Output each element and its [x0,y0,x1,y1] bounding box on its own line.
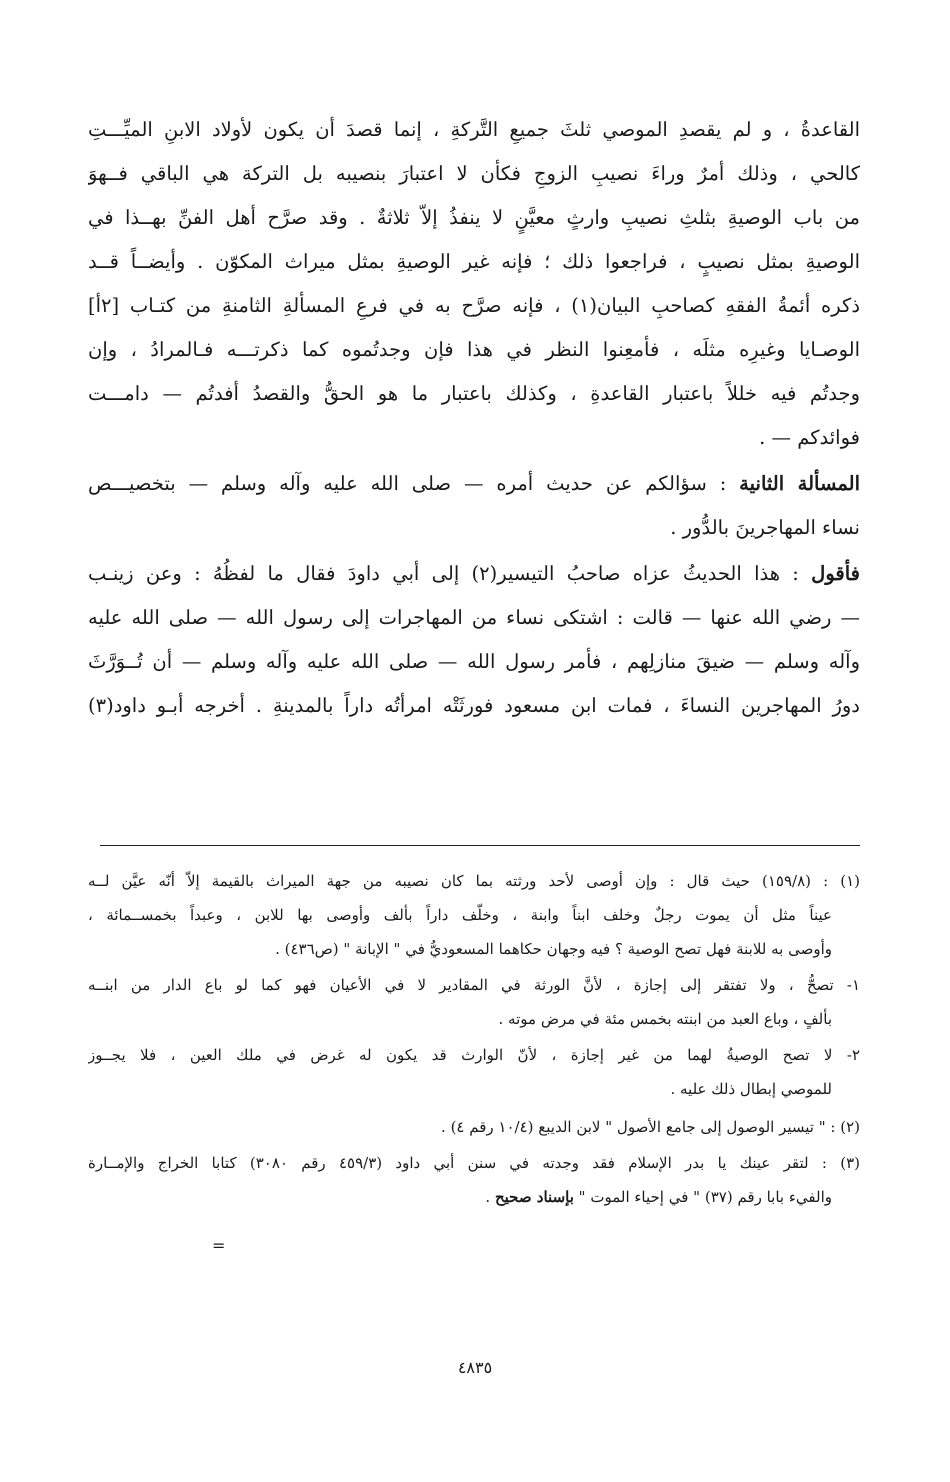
footnote-line: (١) : (١٥٩/٨) حيث قال : وإن أوصى لأحد ورثته بما كان نصيبه من جهة الميراث بالقيمة إلاّ أنّه عيَّن لــه [88,872,860,890]
footnote-text: . [485,1188,495,1206]
footnote-line: (٣) : لتقر عينك يا بدر الإسلام فقد وجدته في سنن أبي داود (٤٥٩/٣ رقم ٣٠٨٠) كتابا الخراج والإمــارة [88,1154,860,1172]
body-line: — رضي الله عنها — قالت : اشتكى نساء من المهاجرات إلى رسول الله — صلى الله عليه [88,606,860,629]
body-line: وآله وسلم — ضيقَ منازلِهم ، فأمر رسول الله — صلى الله عليه وآله وسلم — أن تُــوَرَّثَ [88,650,860,673]
footnote-line: وأوصى به للابنة فهل تصح الوصية ؟ فيه وجهان حكاهما المسعوديُّ في " الإبانة " (ص٤٣٦) . [275,940,832,958]
footnote-text: والفيء بابا رقم (٣٧) " في إحياء الموت " [573,1188,832,1206]
footnote-line: للموصي إبطال ذلك عليه . [670,1080,832,1098]
continuation-mark: = [212,1236,226,1255]
footnote-line: عيناً مثل أن يموت رجلٌ وخلف ابناً وابنة ، وخلّف داراً بألف وأوصى بها للابن ، وعبداً بخمســمائة ، [88,906,832,924]
body-line: دورُ المهاجرين النساءَ ، فمات ابن مسعود فورثَتْه امرأتُه داراً بالمدينةِ . أخرجه أبـو داود(٣) [88,694,860,717]
body-line: كالحي ، وذلك أمرٌ وراءَ نصيبِ الزوجِ فكأن لا اعتبارَ بنصيبه بل التركة هي الباقي فــهوَ [88,162,860,185]
footnote-line: بألفٍ ، وباع العبد من ابنته بخمس مئة في مرض موته . [498,1010,832,1028]
footnote-divider [100,845,860,846]
footnote-line: ١- تصحُّ ، ولا تفتقر إلى إجازة ، لأنَّ الورثة في المقادير لا في الأعيان فهو كما لو باع الدار من ابنــه [88,976,860,994]
body-line: الوصيةِ بمثل نصيبٍ ، فراجعوا ذلك ؛ فإنه غير الوصيةِ بمثل ميراث المكوّن . وأيضــاً قــد [88,250,860,273]
answer-label: فأقول [811,562,860,585]
body-line: نساء المهاجرينَ بالدُّور . [670,516,860,539]
section-label: المسألة الثانية [739,472,860,495]
body-line: وجدتُم فيه خللاً باعتبار القاعدةِ ، وكذلك باعتبار ما هو الحقُّ والقصدُ أفدتُم — دامـــت [88,382,860,405]
footnote-line: ٢- لا تصح الوصيةُ لهما من غير إجازة ، لأنّ الوارث قد يكون له غرض في ملك العين ، فلا يجــوز [88,1046,860,1064]
body-line: القاعدةُ ، و لم يقصدِ الموصي ثلثَ جميعِ التَّركةِ ، إنما قصدَ أن يكون لأولاد الابنِ الميِّـــتِ [88,118,860,141]
answer-line [88,552,860,596]
body-line: الوصـايا وغيرِه مثلَه ، فأمعِنوا النظر في هذا فإن وجدتُموه كما ذكرتـــه فـالمرادُ ، وإن [88,338,860,361]
footnote-line: (٢) : " تيسير الوصول إلى جامع الأصول " لابن الديبع (١٠/٤ رقم ٤) . [441,1118,860,1136]
body-text: : سؤالكم عن حديث أمره — صلى الله عليه وآله وسلم — بتخصيـــص [88,472,740,495]
body-line: من باب الوصيةِ بثلثِ نصيبِ وارثٍ معيَّنٍ لا ينفذُ إلاّ ثلاثةٌ . وقد صرَّح أهل الفنِّ بهــذا في [88,206,860,229]
page-number: ٤٨٣٥ [457,1358,493,1377]
body-text: : هذا الحديثُ عزاه صاحبُ التيسير(٢) إلى أبي داودَ فقال ما لفظُهُ : وعن زينـب [88,562,812,585]
footnote-bold-text: بإسناد صحيح [494,1188,574,1206]
body-line: فوائدكم — . [759,426,860,449]
body-line: ذكره أئمةُ الفقهِ كصاحبِ البيان(١) ، فإنه صرَّح به في فرعِ المسألةِ الثامنةِ من كتـاب [٢أ] [88,294,860,317]
section-heading-line [88,462,860,506]
footnote-line [88,1180,832,1214]
